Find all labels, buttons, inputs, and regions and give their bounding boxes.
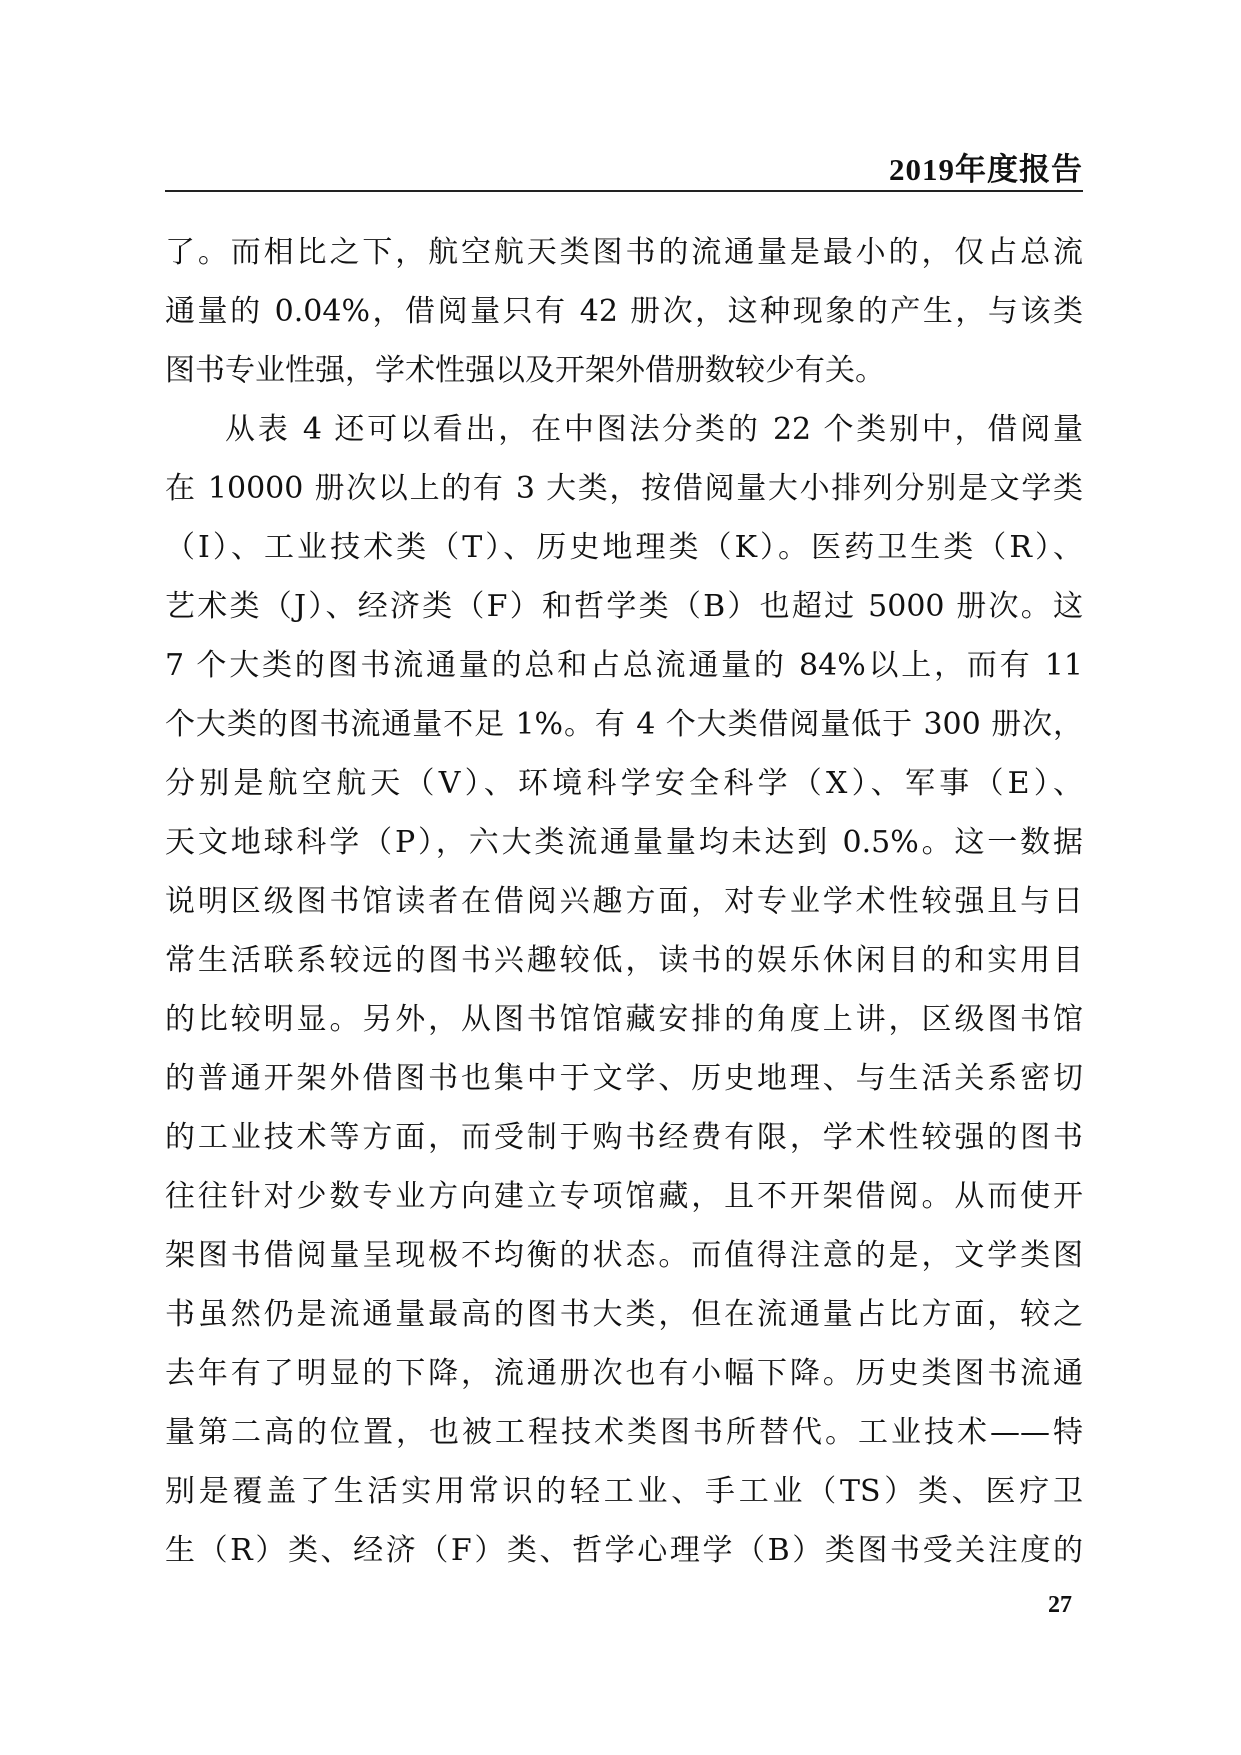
- text-line: 常生活联系较远的图书兴趣较低，读书的娱乐休闲目的和实用目: [165, 943, 1083, 978]
- text-line: 天文地球科学（P），六大类流通量量均未达到 0.5%。这一数据: [165, 825, 1083, 860]
- paragraph-analysis: [165, 400, 1083, 1580]
- text-line: 说明区级图书馆读者在借阅兴趣方面，对专业学术性较强且与日: [165, 884, 1083, 919]
- body-text: [165, 223, 1083, 1580]
- text-line: 去年有了明显的下降，流通册次也有小幅下降。历史类图书流通: [165, 1356, 1083, 1391]
- text-line: 从表 4 还可以看出，在中图法分类的 22 个类别中，借阅量: [225, 412, 1083, 447]
- text-line: 的比较明显。另外，从图书馆馆藏安排的角度上讲，区级图书馆: [165, 1002, 1083, 1037]
- text-line: 别是覆盖了生活实用常识的轻工业、手工业（TS）类、医疗卫: [165, 1474, 1083, 1509]
- text-line: 生（R）类、经济（F）类、哲学心理学（B）类图书受关注度的: [165, 1533, 1083, 1568]
- text-line: 的普通开架外借图书也集中于文学、历史地理、与生活关系密切: [165, 1061, 1083, 1096]
- text-line: 的工业技术等方面，而受制于购书经费有限，学术性较强的图书: [165, 1120, 1083, 1155]
- text-line: 往往针对少数专业方向建立专项馆藏，且不开架借阅。从而使开: [165, 1179, 1083, 1214]
- text-line: 书虽然仍是流通量最高的图书大类，但在流通量占比方面，较之: [165, 1297, 1083, 1332]
- text-line: 分别是航空航天（V）、环境科学安全科学（X）、军事（E）、: [165, 766, 1083, 801]
- text-line: 了。而相比之下，航空航天类图书的流通量是最小的，仅占总流: [165, 235, 1083, 270]
- page-number: 27: [1048, 1592, 1072, 1618]
- text-line: 图书专业性强，学术性强以及开架外借册数较少有关。: [165, 353, 885, 388]
- text-line: 量第二高的位置，也被工程技术类图书所替代。工业技术——特: [165, 1415, 1083, 1450]
- text-line: （I）、工业技术类（T）、历史地理类（K）。医药卫生类（R）、: [165, 530, 1083, 565]
- text-line: 在 10000 册次以上的有 3 大类，按借阅量大小排列分别是文学类: [165, 471, 1083, 506]
- text-line: 艺术类（J）、经济类（F）和哲学类（B）也超过 5000 册次。这: [165, 589, 1083, 624]
- text-line: 架图书借阅量呈现极不均衡的状态。而值得注意的是，文学类图: [165, 1238, 1083, 1273]
- report-title: 2019年度报告: [889, 152, 1083, 187]
- paragraph-continuation: [165, 223, 1083, 400]
- text-line: 7 个大类的图书流通量的总和占总流通量的 84%以上，而有 11: [165, 648, 1083, 683]
- text-line: 个大类的图书流通量不足 1%。有 4 个大类借阅量低于 300 册次，: [165, 707, 1083, 742]
- page-header: [165, 140, 1083, 192]
- text-line: 通量的 0.04%，借阅量只有 42 册次，这种现象的产生，与该类: [165, 294, 1083, 329]
